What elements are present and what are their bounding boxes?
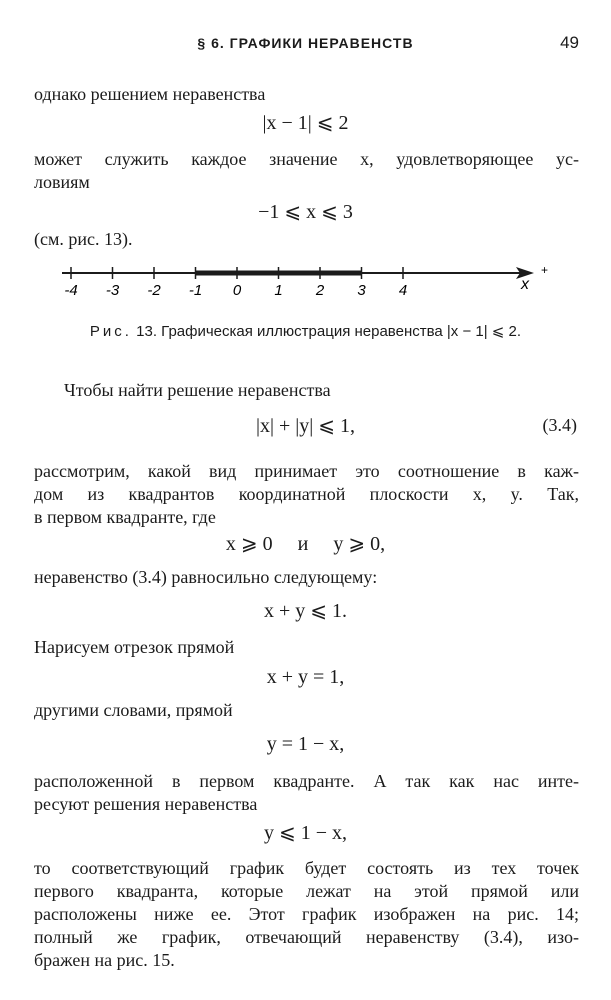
tick-label: 1: [274, 282, 283, 299]
number-line-axis: [62, 267, 534, 279]
paragraph-5-line-1: рассмотрим, какой вид принимает это соотношение в каж-: [34, 461, 579, 481]
running-title: § 6. ГРАФИКИ НЕРАВЕНСТВ: [197, 35, 414, 51]
paragraph-10: [34, 857, 579, 972]
formula-y-le-1-minus-x: y ⩽ 1 − x,: [263, 822, 348, 844]
paragraph-9: [34, 770, 579, 816]
paragraph-7: Нарисуем отрезок прямой: [34, 637, 235, 657]
tick-label: 2: [315, 282, 325, 299]
paragraph-4: Чтобы найти решение неравенства: [64, 380, 331, 400]
paragraph-8: другими словами, прямой: [34, 700, 233, 720]
paragraph-6: неравенство (3.4) равносильно следующему:: [34, 567, 378, 587]
tick-label: -2: [147, 282, 161, 299]
caption-text: 13. Графическая иллюстрация неравенства |x − 1| ⩽ 2.: [136, 323, 522, 340]
paragraph-2-line-2: ловиям: [34, 172, 90, 192]
tick-label: 0: [232, 282, 242, 299]
paragraph-9-line-2: ресуют решения неравенства: [34, 794, 258, 814]
paragraph-9-line-1: расположенной в первом квадранте. А так как нас инте-: [34, 771, 579, 791]
paragraph-5-line-2: дом из квадрантов координатной плоскости x, y. Так,: [34, 484, 579, 504]
formula-y-eq-1-minus-x: y = 1 − x,: [266, 733, 345, 755]
page-header: [0, 33, 611, 57]
paragraph-10-line-3: расположены ниже ее. Этот график изображен на рис. 14;: [34, 904, 579, 924]
formula-range: −1 ⩽ x ⩽ 3: [258, 201, 353, 223]
paragraph-10-line-4: полный же график, отвечающий неравенству (3.4), изо-: [34, 927, 579, 947]
paragraph-5-line-3: в первом квадранте, где: [34, 507, 216, 527]
paragraph-2: [34, 148, 579, 194]
formula-first-quadrant: x ⩾ 0 и y ⩾ 0,: [225, 533, 386, 555]
tick-label: -3: [105, 282, 120, 299]
paragraph-2-line-1: может служить каждое значение x, удовлетворяющее ус-: [34, 149, 579, 169]
caption-prefix: Рис.: [89, 323, 132, 340]
axis-plus-sign: +: [541, 263, 549, 277]
tick-label: -4: [64, 282, 78, 299]
paragraph-1: однако решением неравенства: [34, 84, 266, 104]
formula-x-plus-y-le-1: x + y ⩽ 1.: [263, 600, 348, 622]
formula-x-plus-y-eq-1: x + y = 1,: [266, 666, 345, 688]
number-line-figure: [0, 255, 611, 305]
axis-x-label: x: [521, 276, 529, 293]
paragraph-3: (см. рис. 13).: [34, 229, 133, 249]
formula-3-4: |x| + |y| ⩽ 1,: [255, 415, 356, 437]
paragraph-10-line-1: то соответствующий график будет состоять из тех точек: [34, 858, 579, 878]
paragraph-10-line-5: бражен на рис. 15.: [34, 950, 175, 970]
tick-label: -1: [188, 282, 203, 299]
equation-number: (3.4): [542, 415, 577, 435]
tick-label: 4: [398, 282, 408, 299]
paragraph-10-line-2: первого квадранта, которые лежат на этой прямой или: [34, 881, 579, 901]
figure-caption: [0, 322, 611, 340]
tick-label: 3: [357, 282, 366, 299]
paragraph-5: [34, 460, 579, 529]
formula-abs-x-minus-1: |x − 1| ⩽ 2: [262, 112, 349, 134]
page-number: 49: [560, 33, 579, 52]
